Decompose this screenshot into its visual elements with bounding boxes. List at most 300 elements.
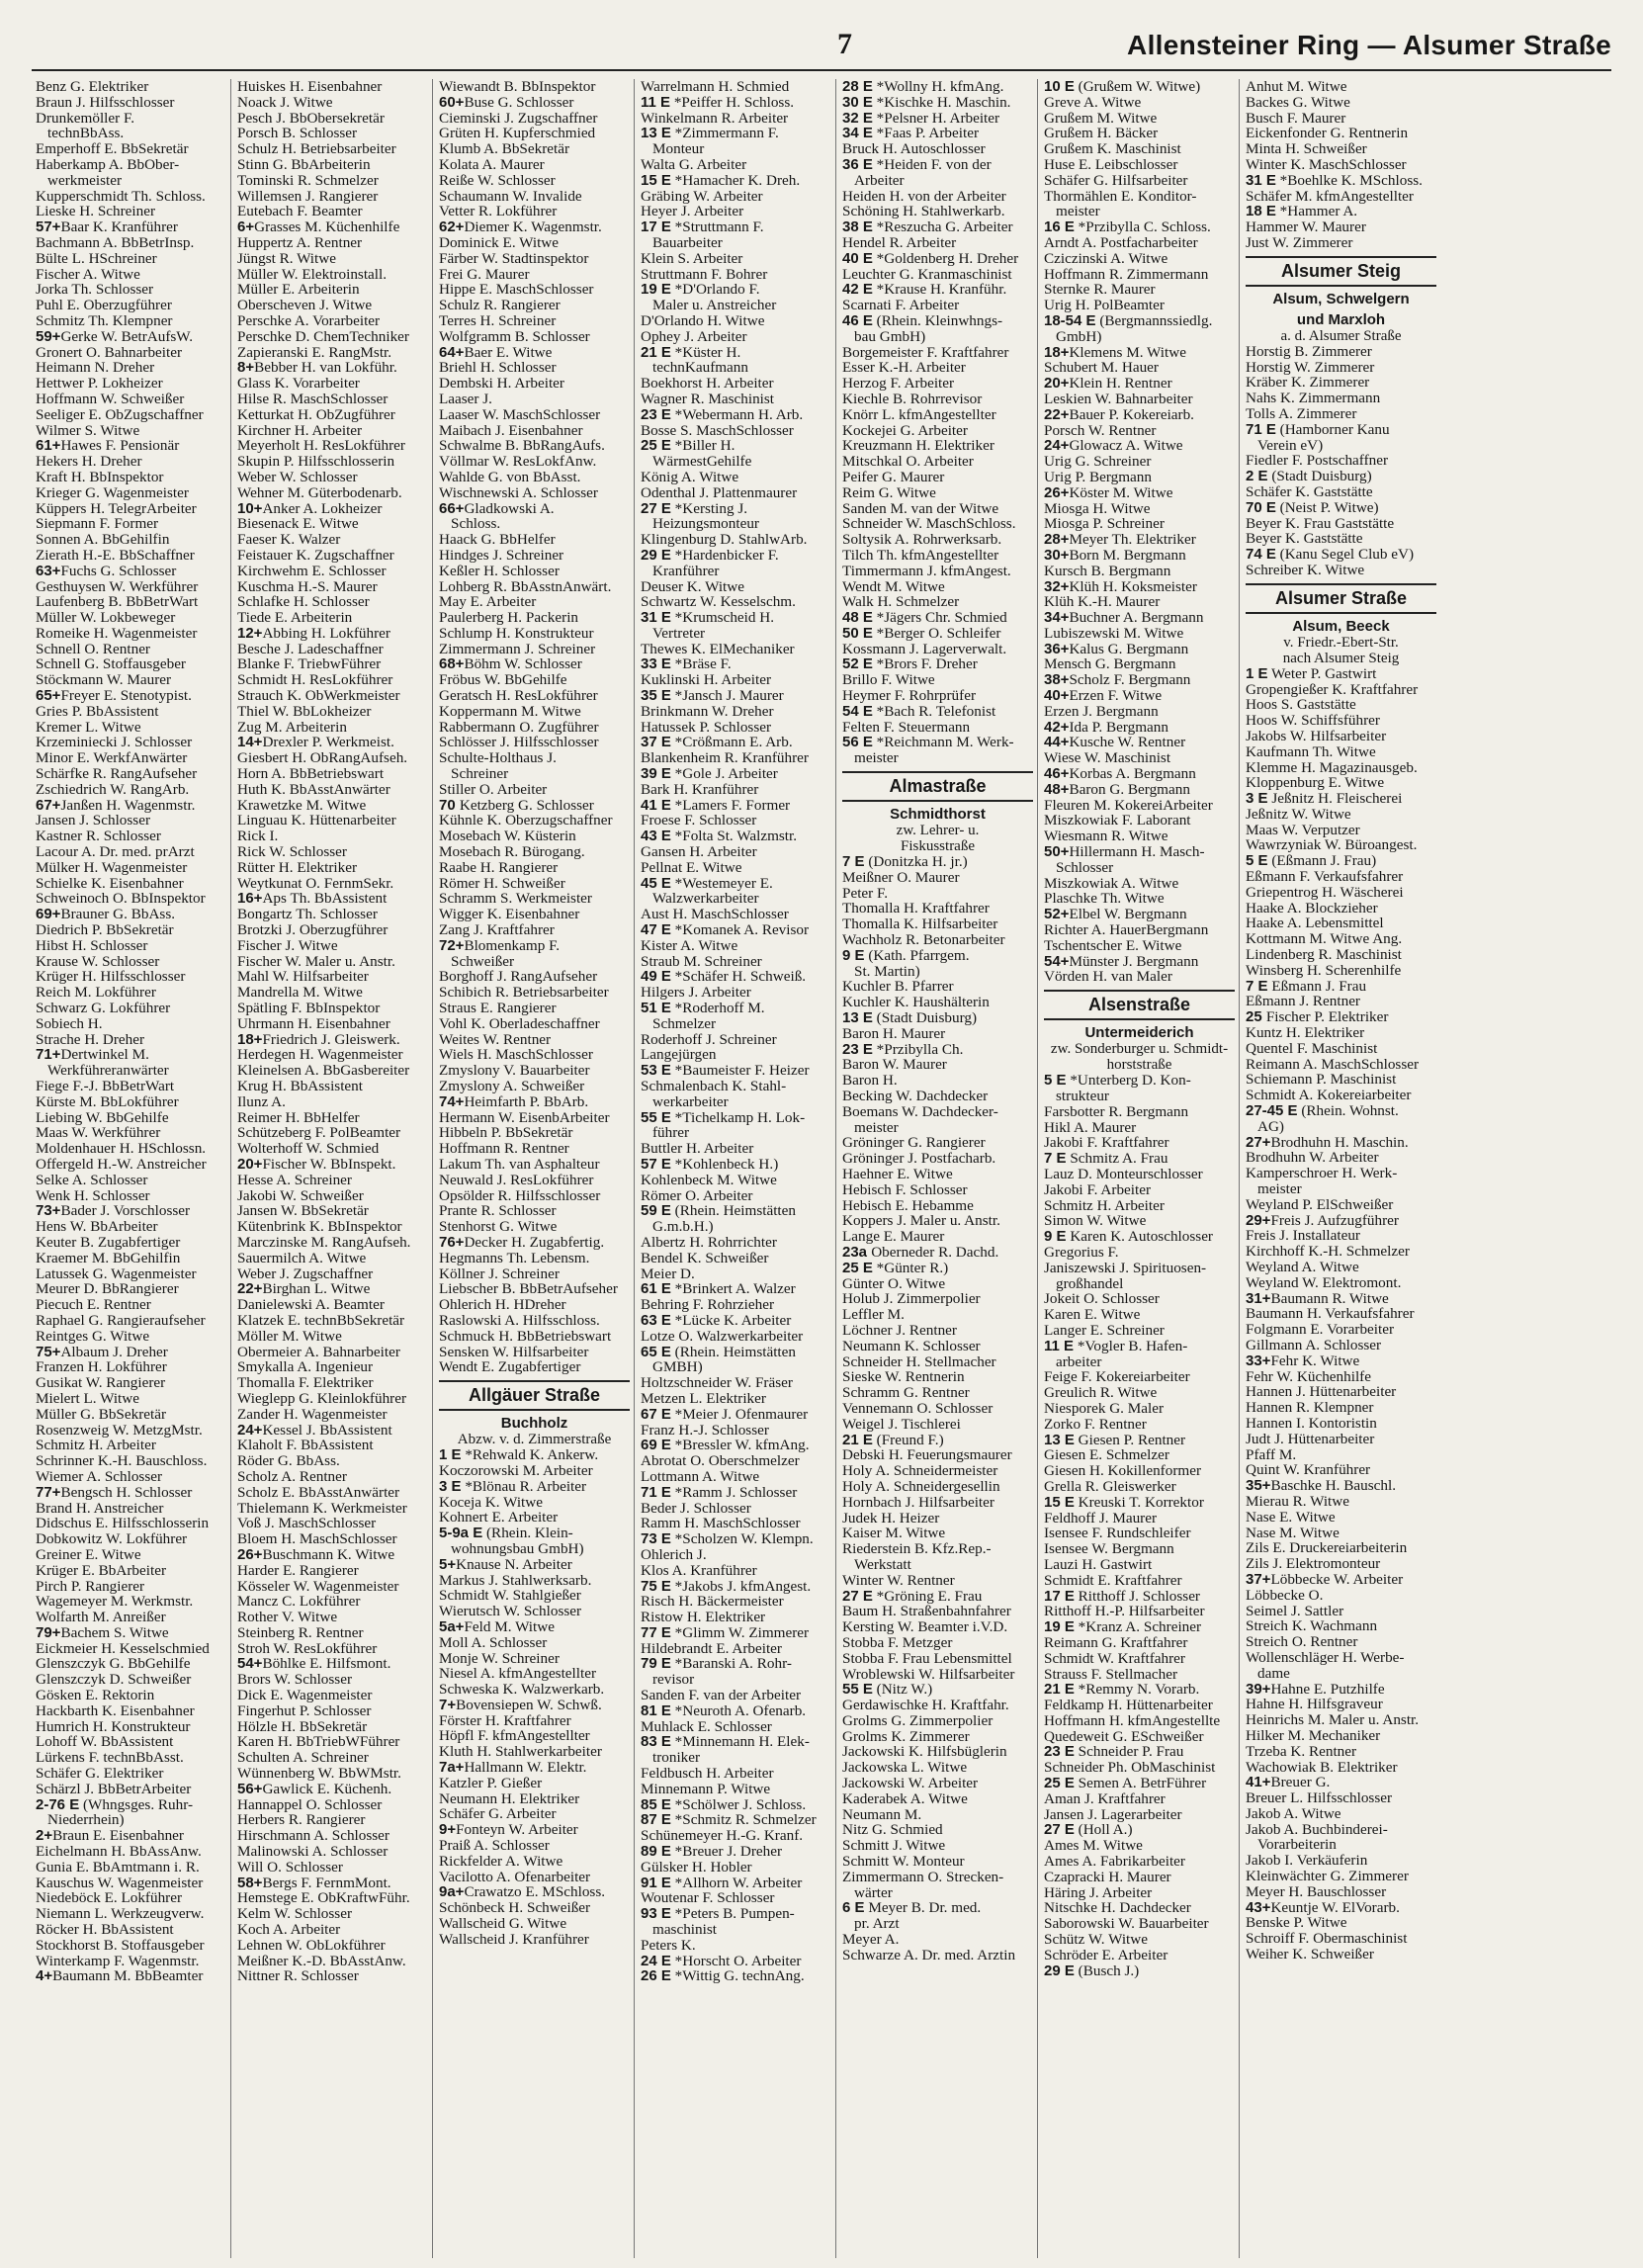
directory-entry: Hannen J. Hüttenarbeiter <box>1246 1384 1397 1401</box>
directory-entry: Stockhorst B. Stoffausgeber <box>36 1937 205 1954</box>
directory-entry: Hannen I. Kontoristin <box>1246 1415 1377 1432</box>
directory-entry: Brinkmann W. Dreher <box>641 703 774 720</box>
directory-entry: Hegmanns Th. Lebensm. <box>439 1250 590 1266</box>
directory-entry: Folgmann E. Vorarbeiter <box>1246 1322 1395 1338</box>
directory-entry: Harder E. Rangierer <box>237 1562 359 1579</box>
directory-entry: Brotzki J. Oberzugführer <box>237 922 389 938</box>
directory-entry: Briehl H. Schlosser <box>439 360 557 377</box>
directory-entry: Sonnen A. BbGehilfin <box>36 532 170 548</box>
district-heading: Alsum, Schwelgern <box>1272 290 1410 307</box>
directory-entry: 18+Klemens M. Witwe <box>1044 344 1186 361</box>
directory-entry: Esser K.-H. Arbeiter <box>842 360 966 377</box>
directory-entry: Bülte L. HSchreiner <box>36 250 157 267</box>
directory-entry: Kräber K. Zimmerer <box>1246 375 1370 392</box>
directory-entry: Danielewski A. Beamter <box>237 1297 385 1313</box>
entry-continuation: Verein eV) <box>1257 437 1324 454</box>
directory-entry: Koceja K. Witwe <box>439 1494 543 1511</box>
directory-entry: Löbbecke O. <box>1246 1587 1324 1604</box>
directory-entry: Jakobi F. Kraftfahrer <box>1044 1135 1169 1152</box>
directory-entry: Ames A. Fabrikarbeiter <box>1044 1854 1185 1870</box>
directory-entry: 41 E *Lamers F. Former <box>641 797 791 814</box>
directory-entry: Wahlde G. von BbAsst. <box>439 469 581 485</box>
directory-entry: Kohnert E. Arbeiter <box>439 1510 559 1527</box>
directory-entry: Lotze O. Walzwerkarbeiter <box>641 1328 804 1345</box>
entry-continuation: Werkführeranwärter <box>47 1063 169 1079</box>
directory-entry: Schulte-Holthaus J. <box>439 750 557 767</box>
directory-entry: Schlafke H. Schlosser <box>237 594 370 611</box>
directory-entry: Stobba F. Metzger <box>842 1634 953 1651</box>
directory-entry: Walta G. Arbeiter <box>641 156 747 173</box>
directory-entry: 71 E (Hamborner Kanu <box>1246 421 1390 438</box>
directory-entry: Kupperschmidt Th. Schloss. <box>36 188 206 205</box>
directory-entry: 31 E *Krumscheid H. <box>641 610 775 626</box>
directory-entry: 46 E (Rhein. Kleinwhngs- <box>842 312 1003 329</box>
directory-entry: 65 E (Rhein. Heimstätten <box>641 1344 796 1360</box>
directory-entry: Nitschke H. Dachdecker <box>1044 1900 1191 1917</box>
directory-entry: Heymer F. Rohrprüfer <box>842 688 977 704</box>
directory-entry: Holtzschneider W. Fräser <box>641 1375 793 1391</box>
directory-entry: 69+Brauner G. BbAss. <box>36 907 176 923</box>
directory-entry: Richter A. HauerBergmann <box>1044 922 1209 938</box>
directory-entry: 75+Albaum J. Dreher <box>36 1344 168 1360</box>
directory-entry: Jackowska L. Witwe <box>842 1760 968 1777</box>
directory-entry: 48 E *Jägers Chr. Schmied <box>842 610 1007 626</box>
directory-entry: Baron H. <box>842 1073 898 1090</box>
page-number: 7 <box>837 28 852 60</box>
directory-entry: Lauzi H. Gastwirt <box>1044 1556 1153 1573</box>
directory-entry: Förster H. Kraftfahrer <box>439 1712 571 1729</box>
directory-entry: Nittner R. Schlosser <box>237 1968 359 1985</box>
directory-entry: Fischer J. Witwe <box>237 937 338 954</box>
directory-entry: 22+Bauer P. Kokereiarb. <box>1044 406 1194 423</box>
directory-entry: Hekers H. Dreher <box>36 454 142 470</box>
directory-entry: 79 E *Baranski A. Rohr- <box>641 1656 792 1673</box>
directory-entry: 34+Buchner A. Bergmann <box>1044 610 1204 626</box>
directory-entry: Schärfke R. RangAufseher <box>36 766 198 782</box>
directory-entry: Gries P. BbAssistent <box>36 703 159 720</box>
directory-entry: Dobkowitz W. Lokführer <box>36 1531 188 1547</box>
directory-entry: Müller E. Arbeiterin <box>237 282 360 299</box>
directory-entry: Jakobs W. Hilfsarbeiter <box>1246 728 1387 744</box>
directory-entry: 18 E *Hammer A. <box>1246 204 1358 220</box>
directory-entry: Reimann A. MaschSchlosser <box>1246 1056 1420 1073</box>
directory-entry: Hoffmann H. kfmAngestellte <box>1044 1712 1221 1729</box>
directory-entry: Schmalenbach K. Stahl- <box>641 1079 787 1094</box>
directory-entry: 21 E (Freund F.) <box>842 1432 944 1448</box>
directory-entry: Cieminski J. Zugschaffner <box>439 110 598 127</box>
directory-entry: Bendel K. Schweißer <box>641 1250 769 1266</box>
directory-entry: Schwarze A. Dr. med. Arztin <box>842 1947 1016 1963</box>
directory-entry: Thomalla H. Kraftfahrer <box>842 901 990 917</box>
directory-entry: Sensken W. Hilfsarbeiter <box>439 1344 589 1360</box>
directory-entry: Czapracki H. Maurer <box>1044 1869 1171 1885</box>
directory-entry: 58+Bergs F. FernmMont. <box>237 1875 391 1891</box>
directory-entry: Schäfer G. Elektriker <box>36 1766 164 1782</box>
directory-entry: Metzen L. Elektriker <box>641 1390 766 1407</box>
directory-entry: Rick W. Schlosser <box>237 844 347 860</box>
directory-entry: Zander H. Wagenmeister <box>237 1406 388 1423</box>
directory-entry: Höpfl F. kfmAngestellter <box>439 1728 590 1745</box>
directory-entry: Riederstein B. Kfz.Rep.- <box>842 1541 992 1557</box>
directory-entry: 5+Knause N. Arbeiter <box>439 1556 572 1573</box>
directory-entry: Gunia E. BbAmtmann i. R. <box>36 1859 200 1875</box>
directory-entry: 85 E *Schölwer J. Schloss. <box>641 1796 807 1813</box>
directory-entry: Simon W. Witwe <box>1044 1213 1147 1230</box>
entry-continuation: Schmelzer <box>652 1015 717 1032</box>
directory-entry: Lieske H. Schreiner <box>36 204 156 220</box>
street-note: zw. Lehrer- u. <box>896 823 980 839</box>
directory-entry: 27 E *Kersting J. <box>641 500 748 517</box>
directory-entry: 9 E Karen K. Autoschlosser <box>1044 1229 1213 1245</box>
directory-entry: 18-54 E (Bergmannssiedlg. <box>1044 312 1213 329</box>
directory-entry: Kösseler W. Wagenmeister <box>237 1578 399 1595</box>
entry-continuation: revisor <box>652 1672 695 1689</box>
directory-entry: Pesch J. BbObersekretär <box>237 110 385 127</box>
directory-entry: 23 E *Przibylla Ch. <box>842 1041 964 1058</box>
directory-entry: D'Orlando H. Witwe <box>641 312 765 329</box>
directory-entry: Geratsch H. ResLokführer <box>439 688 598 704</box>
entry-continuation: dame <box>1257 1665 1290 1682</box>
directory-entry: Haehner E. Witwe <box>842 1167 953 1182</box>
directory-entry: Kauschus W. Wagenmeister <box>36 1875 204 1891</box>
column-1 <box>36 79 231 2258</box>
directory-entry: Froese F. Schlosser <box>641 813 757 829</box>
directory-entry: Kaiser M. Witwe <box>842 1526 946 1542</box>
directory-entry: Behring F. Rohrzieher <box>641 1297 775 1313</box>
directory-entry: Baron W. Maurer <box>842 1057 947 1074</box>
directory-entry: Anhut M. Witwe <box>1246 79 1347 95</box>
directory-entry: Laaser W. MaschSchlosser <box>439 406 601 423</box>
directory-entry: Raabe H. Rangierer <box>439 859 559 876</box>
directory-entry: Piecuch E. Rentner <box>36 1297 151 1313</box>
directory-entry: Kuchler B. Pfarrer <box>842 979 954 996</box>
directory-entry: Jakob A. Witwe <box>1246 1805 1341 1822</box>
entry-continuation: Schloss. <box>451 516 501 533</box>
directory-entry: 15 E *Hamacher K. Dreh. <box>641 172 801 189</box>
directory-entry: Hilse R. MaschSchlosser <box>237 391 389 407</box>
directory-entry: Schneider W. MaschSchloss. <box>842 516 1016 533</box>
directory-entry: 16+Aps Th. BbAssistent <box>237 891 388 908</box>
directory-entry: 87 E *Schmitz R. Schmelzer <box>641 1812 817 1829</box>
directory-entry: Schütz W. Witwe <box>1044 1932 1148 1948</box>
directory-entry: Krzeminiecki J. Schlosser <box>36 735 193 751</box>
directory-entry: Schneider H. Stellmacher <box>842 1353 996 1370</box>
directory-entry: Winterkamp F. Wagenmstr. <box>36 1953 200 1969</box>
directory-entry: Debski H. Feuerungsmaurer <box>842 1447 1012 1464</box>
directory-entry: Maas W. Verputzer <box>1246 822 1360 838</box>
directory-entry: Wiewandt B. BbInspektor <box>439 79 596 95</box>
directory-entry: Zils J. Elektromonteur <box>1246 1556 1381 1572</box>
directory-entry: Lohberg R. BbAsstnAnwärt. <box>439 578 612 595</box>
directory-entry: Pfaff M. <box>1246 1446 1297 1463</box>
directory-entry: 8+Bebber H. van Lokführ. <box>237 360 397 377</box>
street-heading: Alsenstraße <box>1044 990 1235 1020</box>
directory-entry: Ames M. Witwe <box>1044 1838 1143 1855</box>
street-note: horststraße <box>1106 1057 1172 1074</box>
directory-entry: Schreiber K. Witwe <box>1246 562 1365 578</box>
directory-entry: 46+Korbas A. Bergmann <box>1044 766 1196 782</box>
directory-entry: Praiß A. Schlosser <box>439 1838 550 1854</box>
directory-entry: Stiller O. Arbeiter <box>439 781 548 798</box>
directory-entry: Scarnati F. Arbeiter <box>842 298 960 313</box>
directory-entry: 65+Freyer E. Stenotypist. <box>36 688 192 704</box>
directory-entry: Feldkamp H. Hüttenarbeiter <box>1044 1698 1213 1713</box>
entry-continuation: Arbeiter <box>854 172 905 189</box>
directory-entry: Wiels H. MaschSchlosser <box>439 1047 593 1064</box>
directory-entry: 71 E *Ramm J. Schlosser <box>641 1484 798 1501</box>
directory-entry: Struttmann F. Bohrer <box>641 266 768 283</box>
directory-entry: Blanke F. TriebwFührer <box>237 656 382 673</box>
directory-entry: 26+Buschmann K. Witwe <box>237 1546 395 1563</box>
directory-entry: 33+Fehr K. Witwe <box>1246 1352 1360 1369</box>
directory-entry: Rosenzweig W. MetzgMstr. <box>36 1422 203 1439</box>
directory-entry: Köllner J. Schreiner <box>439 1265 560 1282</box>
street-heading: Allgäuer Straße <box>439 1380 630 1411</box>
directory-entry: Huppertz A. Rentner <box>237 234 363 251</box>
entry-continuation: Vorarbeiterin <box>1257 1837 1337 1854</box>
directory-entry: Marczinske M. RangAufseh. <box>237 1234 411 1251</box>
directory-entry: Quedeweit G. ESchweißer <box>1044 1728 1204 1745</box>
directory-entry: 7a+Hallmann W. Elektr. <box>439 1760 587 1776</box>
directory-entry: Maibach J. Eisenbahner <box>439 422 583 439</box>
directory-entry: Neumann M. <box>842 1806 922 1823</box>
directory-entry: 47 E *Komanek A. Revisor <box>641 922 810 938</box>
directory-entry: Bachmann A. BbBetrInsp. <box>36 234 195 251</box>
directory-entry: Sanden F. van der Arbeiter <box>641 1688 802 1703</box>
directory-entry: Ristow H. Elektriker <box>641 1610 766 1625</box>
directory-entry: 2-76 E (Whngsges. Ruhr- <box>36 1796 194 1813</box>
directory-entry: Thomalla K. Hilfsarbeiter <box>842 916 998 933</box>
directory-entry: Hoffmann R. Zimmermann <box>1044 266 1209 283</box>
directory-entry: Bosse S. MaschSchlosser <box>641 422 794 439</box>
directory-entry: Isensee F. Rundschleifer <box>1044 1526 1191 1542</box>
directory-entry: Sternke R. Maurer <box>1044 282 1156 299</box>
directory-entry: Emperhoff E. BbSekretär <box>36 141 189 157</box>
directory-entry: Wischnewski A. Schlosser <box>439 484 598 501</box>
directory-entry: Weber W. Schlosser <box>237 469 358 485</box>
directory-entry: Mierau R. Witwe <box>1246 1493 1349 1510</box>
directory-entry: Linguau K. Hüttenarbeiter <box>237 813 396 829</box>
column-5 <box>842 79 1038 2258</box>
directory-entry: Streich K. Wachmann <box>1246 1618 1378 1635</box>
directory-entry: Horn A. BbBetriebswart <box>237 766 385 782</box>
directory-entry: Sobiech H. <box>36 1015 103 1032</box>
directory-entry: Weytkunat O. FernmSekr. <box>237 875 394 892</box>
directory-entry: Schnell G. Stoffausgeber <box>36 656 186 673</box>
directory-entry: Janiszewski J. Spirituosen- <box>1044 1260 1207 1276</box>
directory-entry: 54 E *Bach R. Telefonist <box>842 703 996 720</box>
directory-entry: Günter O. Witwe <box>842 1275 946 1292</box>
directory-entry: Kister A. Witwe <box>641 937 738 954</box>
street-heading: Alsumer Steig <box>1246 256 1436 287</box>
directory-entry: 60+Buse G. Schlosser <box>439 94 574 111</box>
directory-entry: Porsch W. Rentner <box>1044 422 1157 439</box>
directory-entry: Stenhorst G. Witwe <box>439 1219 558 1235</box>
directory-entry: Kaufmann Th. Witwe <box>1246 743 1376 760</box>
directory-entry: Stobba F. Frau Lebensmittel <box>842 1650 1012 1667</box>
directory-entry: Diedrich P. BbSekretär <box>36 922 174 938</box>
directory-entry: Krawetzke M. Witwe <box>237 797 367 814</box>
directory-entry: Lürkens F. technBbAsst. <box>36 1750 184 1767</box>
entry-continuation: Schlosser <box>1056 859 1114 876</box>
directory-entry: Fiedler F. Postschaffner <box>1246 453 1389 470</box>
directory-entry: Grolms K. Zimmerer <box>842 1728 970 1745</box>
directory-entry: Wachholz R. Betonarbeiter <box>842 932 1005 948</box>
directory-entry: 50 E *Berger O. Schleifer <box>842 625 1001 642</box>
directory-entry: Meurer D. BbRangierer <box>36 1281 179 1298</box>
directory-entry: Jakobi F. Arbeiter <box>1044 1181 1152 1198</box>
directory-entry: Feldhoff J. Maurer <box>1044 1510 1158 1527</box>
directory-entry: Meißner O. Maurer <box>842 869 960 886</box>
directory-entry: 54+Böhlke E. Hilfsmont. <box>237 1656 391 1673</box>
directory-entry: Wollenschläger H. Werbe- <box>1246 1649 1405 1666</box>
directory-entry: May E. Arbeiter <box>439 594 537 611</box>
directory-entry: Schmidt E. Kraftfahrer <box>1044 1572 1182 1589</box>
directory-entry: Leskien W. Bahnarbeiter <box>1044 391 1193 407</box>
directory-entry: 10+Anker A. Lokheizer <box>237 500 383 517</box>
directory-entry: Raslowski A. Hilfsschloss. <box>439 1312 600 1329</box>
directory-entry: Schmitz Th. Klempner <box>36 312 173 329</box>
directory-entry: Ramm H. MaschSchlosser <box>641 1516 801 1532</box>
entry-continuation: wohnungsbau GmbH) <box>451 1540 584 1557</box>
directory-entry: Offergeld H.-W. Anstreicher <box>36 1156 207 1173</box>
directory-entry: Hoffmann R. Rentner <box>439 1141 569 1157</box>
entry-continuation: WärmestGehilfe <box>652 454 752 470</box>
directory-entry: 43 E *Folta St. Walzmstr. <box>641 829 798 845</box>
directory-entry: Vohl K. Oberladeschaffner <box>439 1015 600 1032</box>
directory-entry: Römer H. Schweißer <box>439 875 565 892</box>
entry-continuation: Kranführer <box>652 563 720 579</box>
directory-entry: Aman J. Kraftfahrer <box>1044 1790 1166 1807</box>
directory-entry: 25 E Semen A. BetrFührer <box>1044 1776 1207 1791</box>
directory-entry: Mahl W. Hilfsarbeiter <box>237 969 369 986</box>
directory-entry: Boekhorst H. Arbeiter <box>641 376 774 392</box>
directory-entry: Meier D. <box>641 1265 695 1282</box>
directory-entry: Rabbermann O. Zugführer <box>439 719 599 736</box>
directory-entry: Wolfarth M. Anreißer <box>36 1610 166 1625</box>
entry-continuation: technKaufmann <box>652 360 748 377</box>
directory-entry: Weites W. Rentner <box>439 1031 552 1048</box>
directory-entry: Schützeberg F. PolBeamter <box>237 1125 401 1142</box>
directory-entry: 23 E *Webermann H. Arb. <box>641 406 804 423</box>
directory-entry: Zmyslony V. Bauarbeiter <box>439 1063 590 1079</box>
directory-entry: 6+Grasses M. Küchenhilfe <box>237 219 400 235</box>
directory-entry: Haake A. Lebensmittel <box>1246 916 1384 932</box>
directory-entry: 59 E (Rhein. Heimstätten <box>641 1203 796 1220</box>
directory-entry: Kühnle K. Oberzugschaffner <box>439 813 613 829</box>
directory-entry: Horstig W. Zimmerer <box>1246 359 1375 376</box>
directory-entry: Gesthuysen W. Werkführer <box>36 578 199 595</box>
directory-entry: Felten F. Steuermann <box>842 719 971 736</box>
directory-entry: Jorka Th. Schlosser <box>36 282 154 299</box>
directory-entry: 5 E (Eßmann J. Frau) <box>1246 853 1377 870</box>
entry-continuation: Bauarbeiter <box>652 234 723 251</box>
directory-entry: Färber W. Stadtinspektor <box>439 250 589 267</box>
directory-entry: 26 E *Wittig G. technAng. <box>641 1968 805 1985</box>
directory-entry: 25 E *Biller H. <box>641 438 735 455</box>
directory-entry: Glenszczyk D. Schweißer <box>36 1672 192 1689</box>
directory-entry: Kütenbrink K. BbInspektor <box>237 1219 402 1235</box>
directory-entry: Peifer G. Maurer <box>842 469 945 485</box>
directory-entry: Kersting W. Beamter i.V.D. <box>842 1619 1008 1635</box>
directory-entry: Latussek G. Wagenmeister <box>36 1265 197 1282</box>
directory-entry: 93 E *Peters B. Pumpen- <box>641 1906 795 1923</box>
directory-entry: Romeike H. Wagenmeister <box>36 625 198 642</box>
directory-entry: Heyer J. Arbeiter <box>641 204 744 220</box>
directory-entry: 67 E *Meier J. Ofenmaurer <box>641 1406 809 1423</box>
directory-entry: Holub J. Zimmerpolier <box>842 1291 981 1308</box>
directory-entry: Breuer L. Hilfsschlosser <box>1246 1790 1393 1806</box>
directory-entry: Seeliger E. ObZugschaffner <box>36 406 204 423</box>
street-note: nach Alsumer Steig <box>1282 650 1400 666</box>
directory-entry: 73 E *Scholzen W. Klempn. <box>641 1531 814 1547</box>
directory-entry: Humrich H. Konstrukteur <box>36 1718 191 1735</box>
directory-entry: Smykalla A. Ingenieur <box>237 1359 374 1376</box>
directory-entry: Zang J. Kraftfahrer <box>439 922 555 938</box>
directory-entry: Urig H. PolBeamter <box>1044 298 1165 313</box>
directory-entry: 74+Heimfarth P. BbArb. <box>439 1093 589 1110</box>
entry-continuation: bau GmbH) <box>854 328 926 345</box>
directory-entry: 16 E *Przibylla C. Schloss. <box>1044 219 1211 235</box>
directory-entry: Schmidt W. Kraftfahrer <box>1044 1650 1185 1667</box>
directory-entry: Heimann N. Dreher <box>36 360 155 377</box>
directory-entry: Niemann L. Werkzeugverw. <box>36 1906 205 1923</box>
entry-continuation: strukteur <box>1056 1089 1109 1104</box>
directory-entry: Jeßnitz W. Witwe <box>1246 806 1351 823</box>
directory-entry: Liebscher B. BbBetrAufseher <box>439 1281 618 1298</box>
directory-entry: Klemme H. Magazinausgeb. <box>1246 759 1418 776</box>
directory-entry: Saborowski W. Bauarbeiter <box>1044 1916 1209 1933</box>
directory-entry: 52 E *Brors F. Dreher <box>842 656 978 673</box>
directory-entry: Wagemeyer M. Werkmstr. <box>36 1594 194 1611</box>
directory-entry: Schäfer G. Arbeiter <box>439 1806 557 1823</box>
directory-entry: Feige F. Kokereiarbeiter <box>1044 1369 1190 1386</box>
directory-entry: Reimer H. BbHelfer <box>237 1109 360 1126</box>
directory-entry: 2 E (Stadt Duisburg) <box>1246 469 1372 484</box>
directory-entry: Dominick E. Witwe <box>439 234 560 251</box>
directory-entry: 59+Gerke W. BetrAufsW. <box>36 328 194 345</box>
directory-entry: Didschus E. Hilfsschlosserin <box>36 1516 210 1532</box>
directory-entry: Weyland P. ElSchweißer <box>1246 1196 1394 1213</box>
entry-continuation: großhandel <box>1056 1275 1124 1292</box>
directory-entry: Klumb A. BbSekretär <box>439 141 570 157</box>
directory-entry: Zapieranski E. RangMstr. <box>237 344 392 361</box>
directory-entry: Mancz C. Lokführer <box>237 1594 361 1611</box>
directory-entry: Beder J. Schlosser <box>641 1500 751 1517</box>
directory-entry: Grußem M. Witwe <box>1044 110 1158 127</box>
directory-entry: 7 E Eßmann J. Frau <box>1246 978 1367 995</box>
directory-entry: Winsberg H. Scherenhilfe <box>1246 962 1402 979</box>
directory-entry: Wendt M. Witwe <box>842 578 945 595</box>
directory-entry: 63+Fuchs G. Schlosser <box>36 563 177 579</box>
directory-entry: Mülker H. Wagenmeister <box>36 859 188 876</box>
directory-entry: Lehnen W. ObLokführer <box>237 1937 386 1954</box>
directory-entry: Boemans W. Dachdecker- <box>842 1103 998 1120</box>
directory-entry: 11 E *Vogler B. Hafen- <box>1044 1338 1188 1354</box>
directory-entry: 42+Ida P. Bergmann <box>1044 719 1168 736</box>
directory-entry: Schmitz H. Arbeiter <box>36 1438 156 1454</box>
entry-continuation: arbeiter <box>1056 1353 1102 1370</box>
directory-entry: Busch F. Maurer <box>1246 110 1346 127</box>
directory-entry: Schönbeck H. Schweißer <box>439 1900 591 1917</box>
directory-entry: 10 E (Grußem W. Witwe) <box>1044 79 1201 95</box>
directory-entry: Markus J. Stahlwerksarb. <box>439 1572 592 1589</box>
directory-entry: Wallscheid G. Witwe <box>439 1916 567 1932</box>
directory-entry: Ketturkat H. ObZugführer <box>237 406 395 423</box>
directory-entry: 54+Münster J. Bergmann <box>1044 953 1199 970</box>
directory-entry: Greve A. Witwe <box>1044 94 1142 111</box>
directory-entry: Porsch B. Schlosser <box>237 126 358 142</box>
